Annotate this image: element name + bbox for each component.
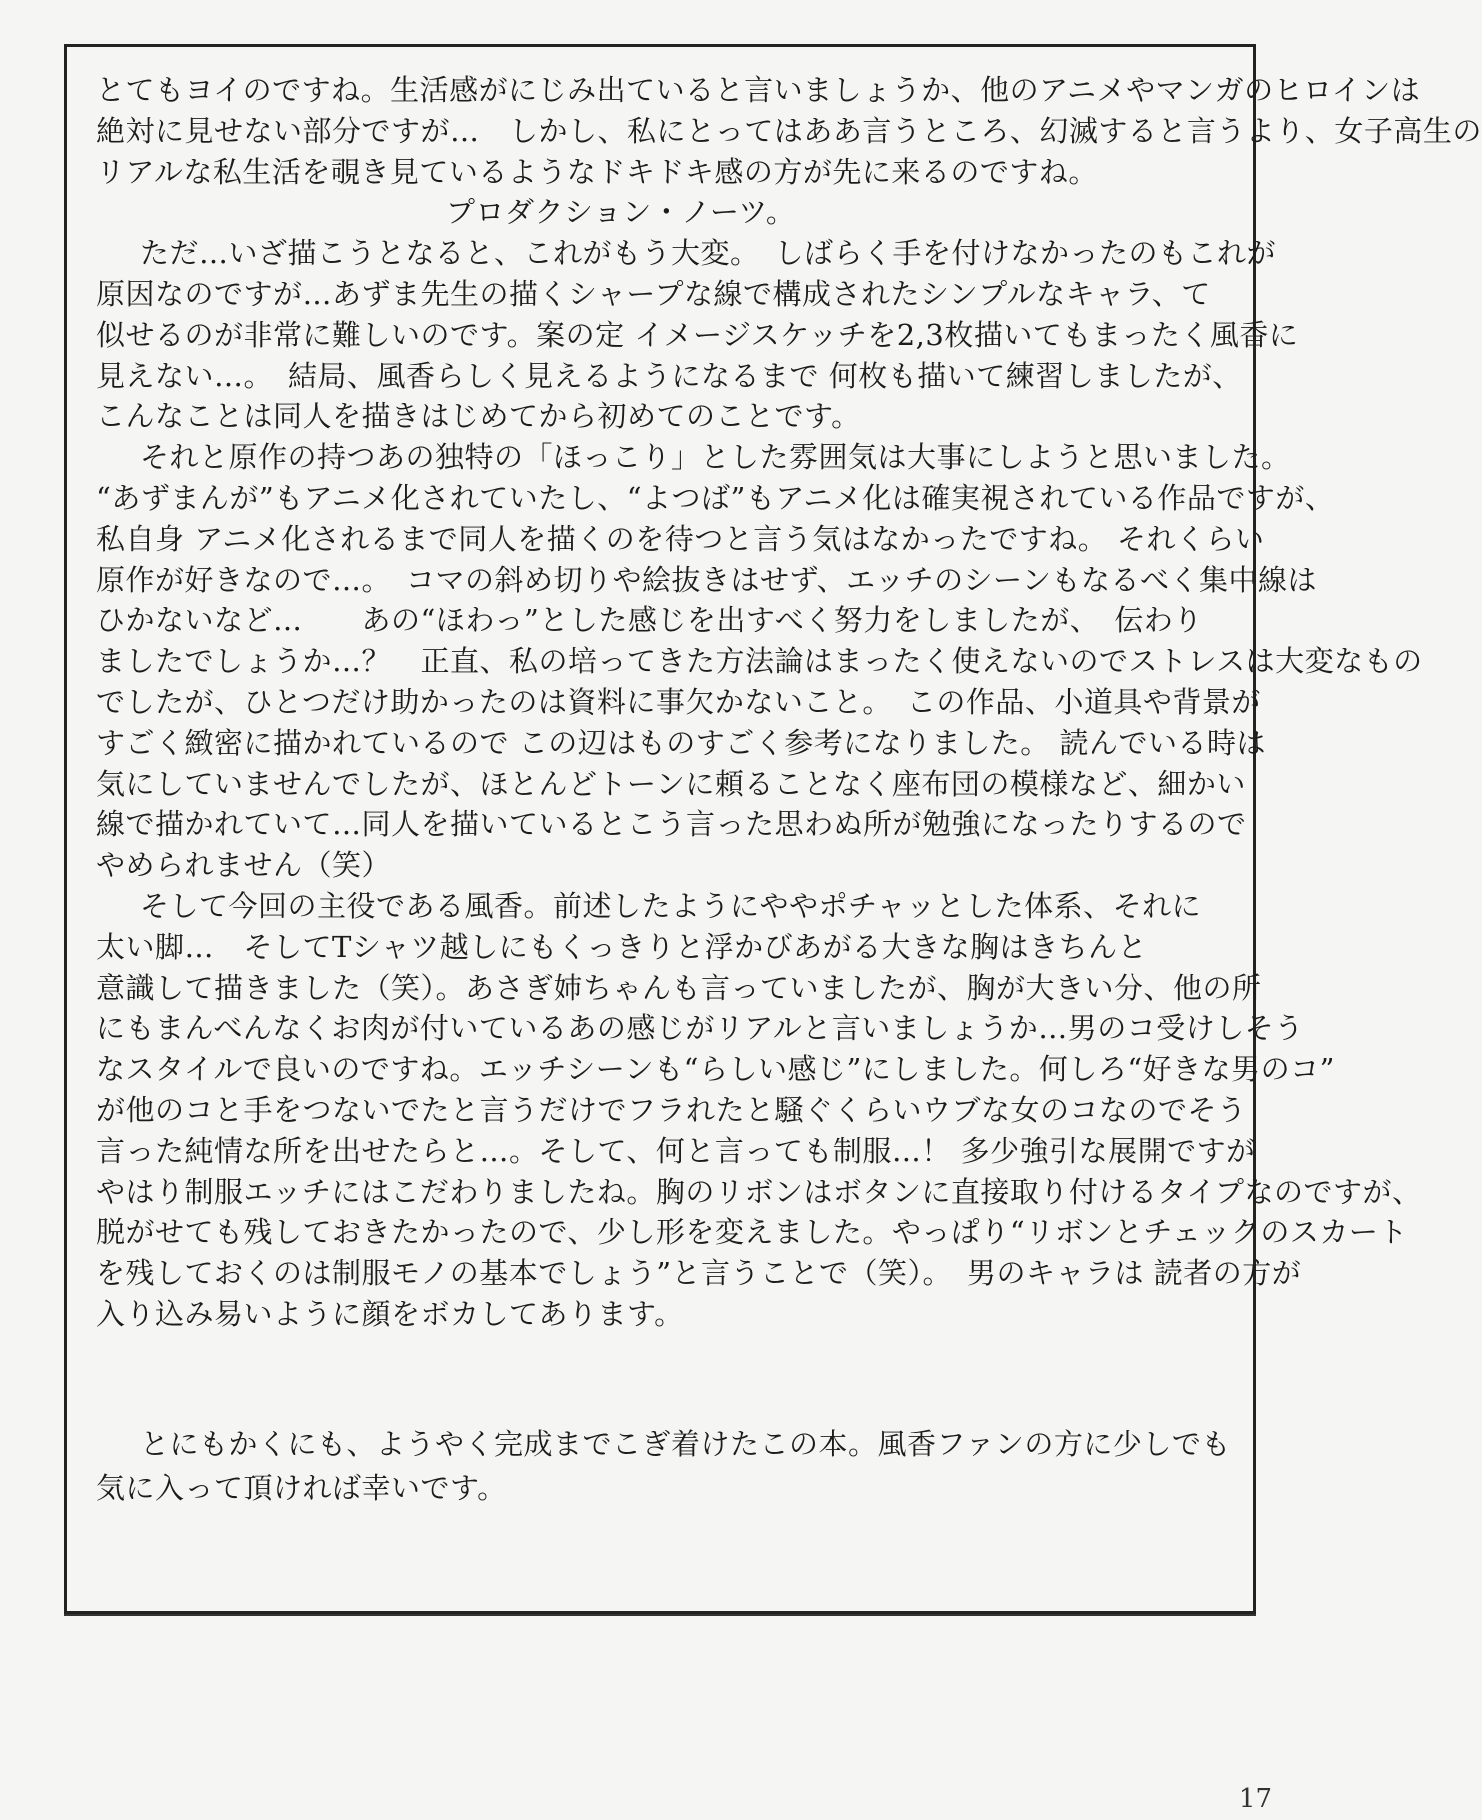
body-line: 私自身 アニメ化されるまで同人を描くのを待つと言う気はなかったですね。 それくらい [96, 521, 1265, 556]
body-line: とてもヨイのですね。生活感がにじみ出ていると言いましょうか、他のアニメやマンガのヒロインは [96, 73, 1421, 107]
closing-line: 気に入って頂ければ幸いです。 [96, 1471, 507, 1505]
body-line: そして今回の主役である風香。前述したようにややポチャッとした体系、それに [140, 888, 1202, 923]
body-line: ひかないなど… あの“ほわっ”とした感じを出すべく努力をしましたが、 伝わり [96, 603, 1203, 638]
body-line: ただ…いざ描こうとなると、これがもう大変。 しばらく手を付けなかったのもこれが [140, 236, 1277, 271]
body-line: それと原作の持つあの独特の「ほっこり」とした雰囲気は大事にしようと思いました。 [140, 440, 1291, 475]
afterword-body [96, 70, 1482, 1335]
body-line: 脱がせても残しておきたかったので、少し形を変えました。やっぱり“リボンとチェックのスカート [96, 1215, 1408, 1250]
body-line: 見えない…。 結局、風香らしく見えるようになるまで 何枚も描いて練習しましたが、 [96, 358, 1242, 393]
frame-bottom-rule [64, 1614, 1256, 1616]
body-line: 気にしていませんでしたが、ほとんどトーンに頼ることなく座布団の模様など、細かい [96, 766, 1246, 801]
body-line: にもまんべんなくお肉が付いているあの感じがリアルと言いましょうか…男のコ受けしそう [96, 1011, 1304, 1046]
body-line: すごく緻密に描かれているので この辺はものすごく参考になりました。 読んでいる時は [96, 725, 1266, 760]
body-line: 線で描かれていて…同人を描いているとこう言った思わぬ所が勉強になったりするので [96, 807, 1247, 842]
closing-line: とにもかくにも、ようやく完成までこぎ着けたこの本。風香ファンの方に少しでも [140, 1427, 1231, 1461]
body-line: やめられません（笑） [96, 848, 392, 883]
body-line: でしたが、ひとつだけ助かったのは資料に事欠かないこと。 この作品、小道具や背景が [96, 684, 1261, 719]
body-line: を残しておくのは制服モノの基本でしょう”と言うことで（笑）。 男のキャラは 読者の方が [96, 1256, 1302, 1291]
body-line: 言った純情な所を出せたらと…。そして、何と言っても制服…！ 多少強引な展開ですが [96, 1133, 1256, 1168]
body-line: 入り込み易いように顔をボカしてあります。 [96, 1296, 684, 1331]
body-line: 原因なのですが…あずま先生の描くシャープな線で構成されたシンプルなキャラ、て [96, 276, 1211, 311]
body-line: 太い脚… そしてTシャツ越しにもくっきりと浮かびあがる大きな胸はきちんと [96, 929, 1148, 964]
body-line: 意識して描きました（笑）。あさぎ姉ちゃんも言っていましたが、胸が大きい分、他の所 [96, 970, 1262, 1005]
body-line: やはり制服エッチにはこだわりましたね。胸のリボンはボタンに直接取り付けるタイプなのですが、 [96, 1174, 1422, 1209]
body-line: 似せるのが非常に難しいのです。案の定 イメージスケッチを2,3枚描いてもまったく風香に [96, 317, 1299, 352]
body-line: が他のコと手をつないでたと言うだけでフラれたと騒ぐくらいウブな女のコなのでそう [96, 1092, 1247, 1127]
body-line: リアルな私生活を覗き見ているようなドキドキ感の方が先に来るのですね。 [96, 154, 1098, 189]
body-line: 絶対に見せない部分ですが… しかし、私にとってはああ言うところ、幻滅すると言うより、女子高生の [96, 113, 1482, 148]
body-line: 原作が好きなので…。 コマの斜め切りや絵抜きはせず、エッチのシーンもなるべく集中線は [96, 562, 1318, 597]
body-line: こんなことは同人を描きはじめてから初めてのことです。 [96, 399, 861, 434]
body-line: なスタイルで良いのですね。エッチシーンも“らしい感じ”にしました。何しろ“好きな男のコ” [96, 1052, 1335, 1087]
body-line: ましたでしょうか…？ 正直、私の培ってきた方法論はまったく使えないのでストレスは大変なもの [96, 644, 1423, 679]
body-line: “あずまんが”もアニメ化されていたし、“よつば”もアニメ化は確実視されている作品ですが、 [96, 480, 1335, 515]
section-heading: プロダクション・ノーツ。 [446, 195, 796, 230]
closing-paragraph [96, 1422, 1231, 1510]
page-number: 17 [1238, 1784, 1272, 1814]
